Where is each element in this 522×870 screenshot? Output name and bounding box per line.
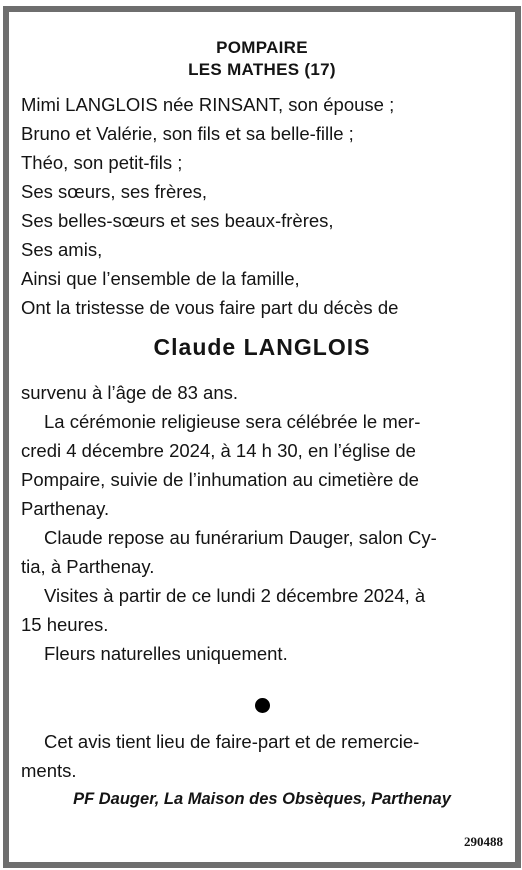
funeral-home-signature: PF Dauger, La Maison des Obsèques, Parthenay: [73, 790, 451, 808]
body-line: Claude repose au funérarium Dauger, salon Cy-: [44, 527, 437, 548]
body-line: credi 4 décembre 2024, à 14 h 30, en l’église de: [21, 440, 416, 461]
town-subheading: LES MATHES (17): [188, 60, 336, 79]
body-line: Pompaire, suivie de l’inhumation au cimetière de: [21, 469, 419, 490]
body-line: La cérémonie religieuse sera célébrée le mer-: [44, 411, 421, 432]
reference-number: 290488: [464, 834, 503, 849]
deceased-name: Claude LANGLOIS: [153, 334, 371, 360]
family-line: Ses belles-sœurs et ses beaux-frères,: [21, 210, 334, 231]
family-line: Ainsi que l’ensemble de la famille,: [21, 268, 300, 289]
closing-line: Cet avis tient lieu de faire-part et de remercie-: [44, 731, 420, 752]
body-line: survenu à l’âge de 83 ans.: [21, 382, 239, 403]
family-line: Ont la tristesse de vous faire part du décès de: [21, 297, 399, 318]
family-line: Ses sœurs, ses frères,: [21, 181, 208, 202]
family-line: Ses amis,: [21, 239, 103, 260]
body-line: Visites à partir de ce lundi 2 décembre 2024, à: [44, 585, 426, 606]
town-heading: POMPAIRE: [216, 38, 308, 57]
body-line: Parthenay.: [21, 498, 110, 519]
separator-bullet-icon: [255, 698, 270, 713]
family-line: Bruno et Valérie, son fils et sa belle-fille ;: [21, 123, 354, 144]
closing-line: ments.: [21, 760, 77, 781]
family-line: Théo, son petit-fils ;: [21, 152, 183, 173]
body-line: 15 heures.: [21, 614, 109, 635]
body-line: tia, à Parthenay.: [21, 556, 155, 577]
body-line: Fleurs naturelles uniquement.: [44, 643, 288, 664]
obituary-notice: [3, 6, 521, 868]
family-line: Mimi LANGLOIS née RINSANT, son épouse ;: [21, 94, 395, 115]
